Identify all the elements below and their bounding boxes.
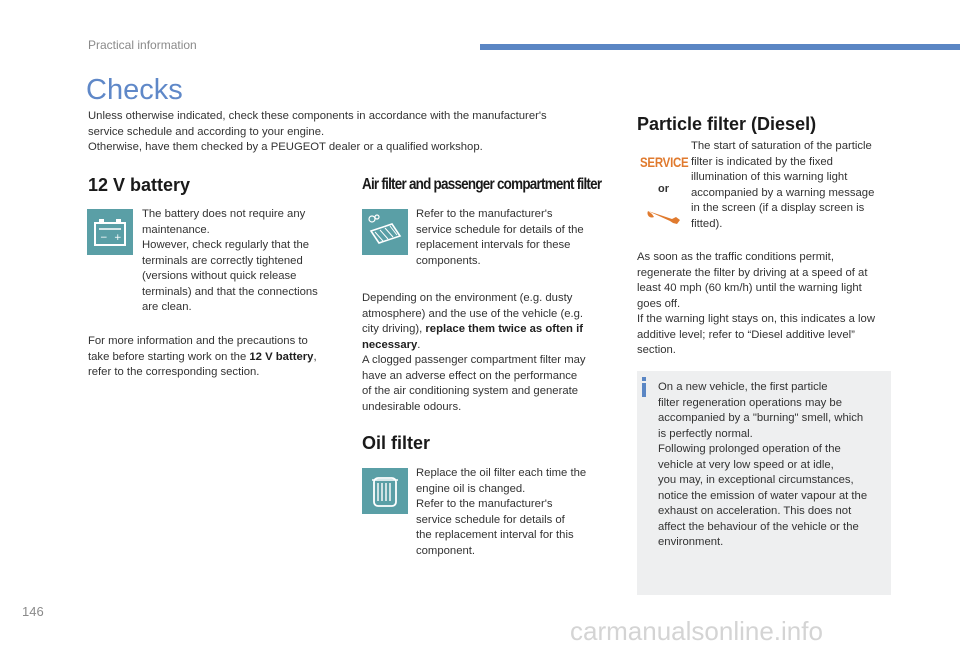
text-line: fitted). <box>691 217 723 230</box>
text-line: Following prolonged operation of the <box>658 443 841 455</box>
text-line: you may, in exceptional circumstances, <box>658 474 854 486</box>
text-line: the replacement interval for this <box>416 529 574 541</box>
text-line: take before starting work on the 12 V battery, <box>88 350 317 363</box>
text-line: The start of saturation of the particle <box>691 140 872 152</box>
battery-description <box>142 207 342 316</box>
text-line: notice the emission of water vapour at the <box>658 489 868 502</box>
header-accent-bar <box>480 44 960 50</box>
air-filter-heading: Air filter and passenger compartment filter <box>362 176 602 193</box>
svg-text:−: − <box>100 233 108 243</box>
intro-line: Otherwise, have them checked by a PEUGEOT dealer or a qualified workshop. <box>88 141 483 153</box>
text-line: components. <box>416 254 481 267</box>
text-line: additive level; refer to “Diesel additive level” <box>637 328 855 341</box>
service-warning-light: SERVICE <box>640 154 689 170</box>
text-line: section. <box>637 344 676 356</box>
info-text <box>658 380 884 551</box>
page-title: Checks <box>86 74 183 106</box>
text-line: terminals) and that the connections <box>142 285 318 298</box>
battery-icon <box>87 209 133 255</box>
intro-line: Unless otherwise indicated, check these components in accordance with the manufacturer's <box>88 110 547 122</box>
particle-filter-description <box>691 139 901 232</box>
air-filter-description <box>416 207 606 269</box>
text-line: atmosphere) and the use of the vehicle (e.g. <box>362 307 584 320</box>
text-line: least 40 mph (60 km/h) until the warning light <box>637 282 862 294</box>
air-filter-body <box>362 291 612 415</box>
text-line: Refer to the manufacturer's <box>416 208 553 220</box>
text-line: maintenance. <box>142 223 210 236</box>
or-label: or <box>658 183 669 195</box>
oil-filter-description <box>416 466 606 559</box>
text-line: As soon as the traffic conditions permit, <box>637 251 834 263</box>
text-line: filter regeneration operations may be <box>658 396 842 409</box>
wrench-icon <box>646 205 686 232</box>
text-line: vehicle at very low speed or at idle, <box>658 458 834 471</box>
text-line: necessary. <box>362 338 421 351</box>
text-line: Refer to the manufacturer's <box>416 498 553 510</box>
text-line: A clogged passenger compartment filter may <box>362 354 586 366</box>
text-line: The battery does not require any <box>142 208 306 220</box>
svg-text:+: + <box>114 233 122 243</box>
text-line: illumination of this warning light <box>691 171 848 183</box>
text-line: are clean. <box>142 301 192 313</box>
text-line: (versions without quick release <box>142 270 297 282</box>
intro-line: service schedule and according to your engine. <box>88 125 325 138</box>
text-line: On a new vehicle, the first particle <box>658 381 828 393</box>
text-line: terminals are correctly tightened <box>142 254 303 267</box>
intro-text <box>88 109 608 156</box>
battery-more-info <box>88 334 348 381</box>
text-line: exhaust on acceleration. This does not <box>658 505 852 517</box>
text-line: regenerate the filter by driving at a speed of at <box>637 266 868 279</box>
text-line: service schedule for details of <box>416 513 565 526</box>
text-line: Replace the oil filter each time the <box>416 467 587 479</box>
text-line: For more information and the precautions to <box>88 335 308 347</box>
oil-filter-icon <box>362 468 408 514</box>
text-line: in the screen (if a display screen is <box>691 202 865 214</box>
text-line: of the air conditioning system and generate <box>362 385 579 397</box>
text-line: However, check regularly that the <box>142 239 310 251</box>
text-line: affect the behaviour of the vehicle or the <box>658 520 859 533</box>
text-line: replacement intervals for these <box>416 239 571 251</box>
text-line: undesirable odours. <box>362 400 462 413</box>
text-line: filter is indicated by the fixed <box>691 155 833 168</box>
oil-filter-heading: Oil filter <box>362 433 431 453</box>
text-line: city driving), replace them twice as often if <box>362 323 583 335</box>
text-line: If the warning light stays on, this indicates a low <box>637 313 875 325</box>
text-line: service schedule for details of the <box>416 223 584 236</box>
text-line: accompanied by a warning message <box>691 186 875 199</box>
particle-filter-body <box>637 250 905 359</box>
watermark: carmanualsonline.info <box>570 616 823 646</box>
text-line: engine oil is changed. <box>416 482 526 495</box>
particle-filter-heading: Particle filter (Diesel) <box>637 114 817 134</box>
text-line: goes off. <box>637 297 681 310</box>
text-line: environment. <box>658 536 724 548</box>
text-line: component. <box>416 544 476 557</box>
info-icon <box>642 377 646 381</box>
info-icon-bar <box>642 383 646 397</box>
text-line: accompanied by a "burning" smell, which <box>658 412 864 424</box>
battery-heading: 12 V battery <box>88 175 191 195</box>
text-line: is perfectly normal. <box>658 427 753 440</box>
text-line: have an adverse effect on the performance <box>362 369 578 382</box>
air-filter-icon <box>362 209 408 255</box>
page-number: 146 <box>22 604 44 619</box>
section-tag: Practical information <box>88 38 197 52</box>
text-line: refer to the corresponding section. <box>88 366 260 378</box>
text-line: Depending on the environment (e.g. dusty <box>362 292 573 304</box>
